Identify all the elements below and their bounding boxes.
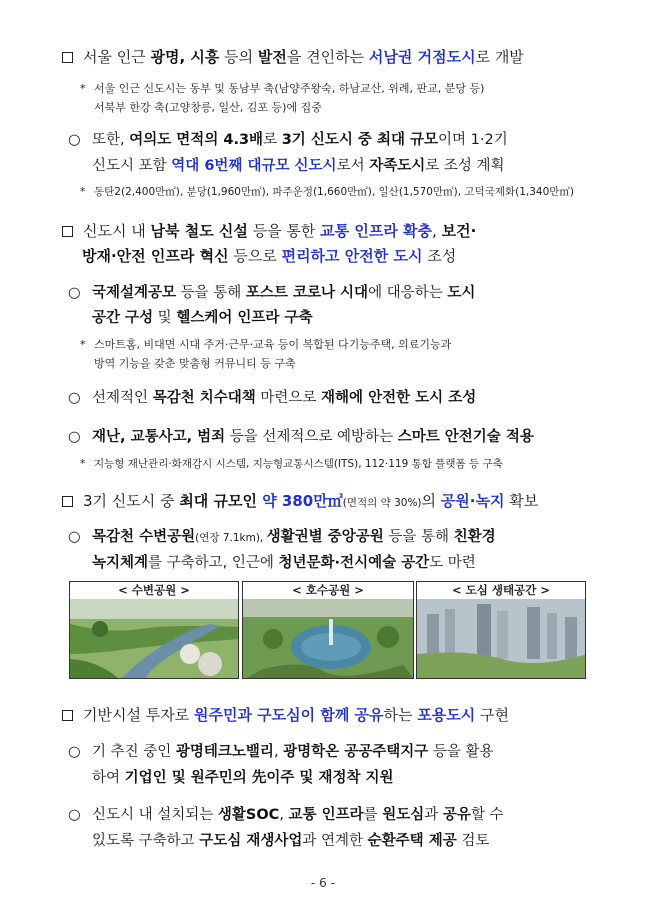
park-photo-strip	[69, 581, 586, 679]
bullet-smart-safety: ○ 재난, 교통사고, 범죄 등을 선제적으로 예방하는 스마트 안전기술 적용	[68, 429, 534, 445]
photo-caption: < 도심 생태공간 >	[417, 582, 585, 600]
bullet-shared-soc-cont: 있도록 구축하고 구도심 재생사업과 연계한 순환주택 제공 검토	[92, 833, 490, 849]
photo-caption: < 수변공원 >	[70, 582, 238, 600]
bullet-relocation-cont: 하여 기업인 및 원주민의 先이주 및 재정착 지원	[92, 770, 394, 786]
square-bullet-icon	[62, 52, 73, 63]
note-smart-home: * 스마트홈, 비대면 시대 주거·근무·교육 등이 복합된 다기능주택, 의료기능과	[80, 338, 452, 351]
bullet-parks-cont: 녹지체계를 구축하고, 인근에 청년문화·전시예술 공간도 마련	[92, 555, 476, 571]
lake-park-image	[243, 599, 413, 678]
square-bullet-icon	[62, 710, 73, 721]
square-bullet-icon	[62, 496, 73, 507]
bullet-scale-cont: 신도시 포함 역대 6번째 대규모 신도시로서 자족도시로 조성 계획	[92, 158, 505, 174]
note-seoul-newtowns: * 서울 인근 신도시는 동부 및 동남부 축(남양주왕숙, 하남교산, 위례, 판교, 분당 등)	[80, 82, 485, 95]
photo-urban-eco-space	[416, 581, 586, 679]
bullet-intl-design-cont: 공간 구성 및 헬스케어 인프라 구축	[92, 310, 313, 326]
page-number: - 6 -	[311, 876, 335, 890]
waterside-park-image	[70, 599, 238, 678]
note-smart-systems: * 지능형 재난관리·화재감시 시스템, 지능형교통시스템(ITS), 112·119 통합 플랫폼 등 구축	[80, 458, 503, 470]
square-bullet-icon	[62, 226, 73, 237]
note-seoul-newtowns-cont: 서북부 한강 축(고양창릉, 일산, 김포 등)에 집중	[94, 101, 322, 114]
bullet-flood-control: ○ 선제적인 목감천 치수대책 마련으로 재해에 안전한 도시 조성	[68, 390, 477, 406]
bullet-relocation: ○ 기 추진 중인 광명테크노밸리, 광명학온 공공주택지구 등을 활용	[68, 744, 494, 760]
bullet-parks: ○ 목감천 수변공원(연장 7.1km), 생활권별 중앙공원 등을 통해 친환경	[68, 529, 496, 545]
section-2-heading: 신도시 내 남북 철도 신설 등을 통한 교통 인프라 확충, 보건·	[62, 220, 476, 241]
bullet-intl-design: ○ 국제설계공모 등을 통해 포스트 코로나 시대에 대응하는 도시	[68, 285, 476, 301]
photo-caption: < 호수공원 >	[243, 582, 413, 600]
note-newtown-areas: * 동탄2(2,400만㎡), 분당(1,960만㎡), 파주운정(1,660만㎡), 일산(1,570만㎡), 고덕국제화(1,340만㎡)	[80, 186, 575, 198]
note-smart-home-cont: 방역 기능을 갖춘 맞춤형 커뮤니티 등 구축	[94, 357, 296, 370]
section-3-heading: 3기 신도시 중 최대 규모인 약 380만㎡(면적의 약 30%)의 공원·녹지 확보	[62, 490, 538, 511]
photo-waterside-park	[69, 581, 239, 679]
section-4-heading: 기반시설 투자로 원주민과 구도심이 함께 공유하는 포용도시 구현	[62, 704, 509, 725]
section-1-heading: 서울 인근 광명, 시흥 등의 발전을 견인하는 서남권 거점도시로 개발	[62, 46, 524, 67]
section-2-heading-cont: 방재·안전 인프라 혁신 등으로 편리하고 안전한 도시 조성	[82, 247, 457, 265]
bullet-scale: ○ 또한, 여의도 면적의 4.3배로 3기 신도시 중 최대 규모이며 1·2기	[68, 132, 508, 148]
urban-eco-image	[417, 599, 585, 678]
photo-lake-park	[242, 581, 414, 679]
bullet-shared-soc: ○ 신도시 내 설치되는 생활SOC, 교통 인프라를 원도심과 공유할 수	[68, 807, 504, 823]
